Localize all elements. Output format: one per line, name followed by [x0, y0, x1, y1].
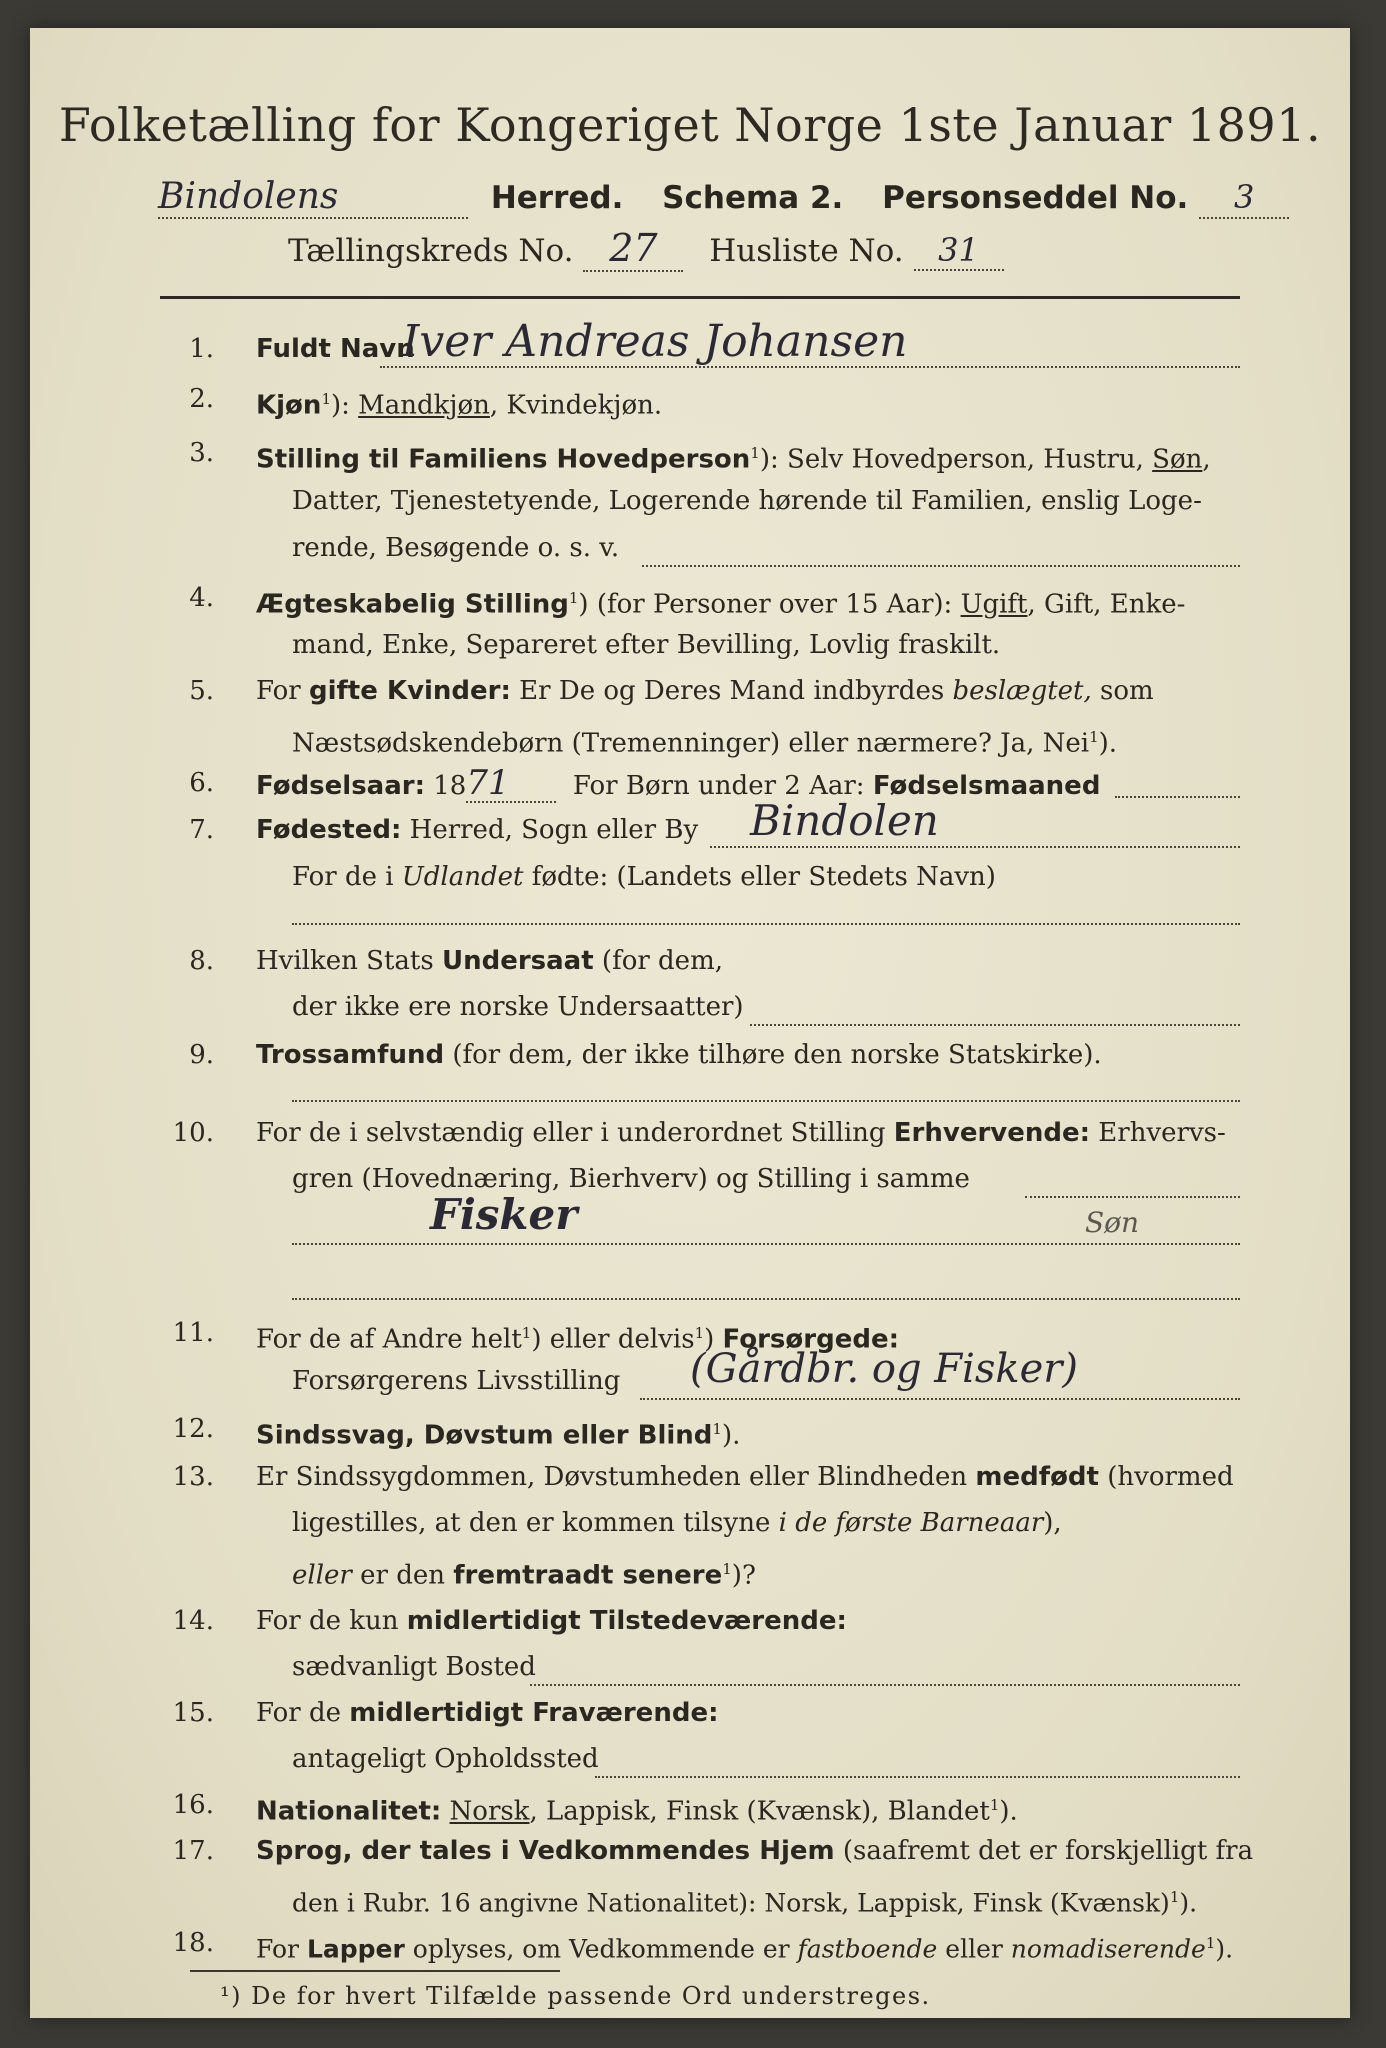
q8-label: Undersaat: [441, 946, 594, 976]
q11-line1a: For de af Andre helt: [256, 1324, 522, 1355]
q11-line2: Forsørgerens Livsstilling: [292, 1366, 621, 1396]
q6-prefix: 18: [433, 771, 467, 801]
q6-value: 71: [466, 763, 510, 803]
q4-text: Ægteskabelig Stilling$^1$) (for Personer over 15 Aar): Ugift, Gift, Enke-: [256, 589, 1186, 620]
q11-value: Gårdbr. og Fisker: [705, 1346, 1063, 1392]
header-line-1: [158, 176, 1289, 219]
q2-option-male: Mandkjøn: [358, 390, 490, 421]
q15-text: [256, 1698, 1250, 1728]
q9-dotline: [292, 1100, 1240, 1102]
q5-som: som: [1100, 676, 1154, 706]
q7-number: 7.: [189, 815, 214, 845]
q7-line2: [292, 862, 1250, 892]
q11-label: Forsørgede:: [722, 1324, 899, 1355]
q3-son: Søn: [1152, 444, 1203, 475]
q1-number: 1.: [189, 334, 214, 364]
q15-number: 15.: [172, 1698, 214, 1728]
footnote: ¹) De for hvert Tilfælde passende Ord understreges.: [220, 1982, 931, 2010]
census-form: [30, 28, 1350, 2018]
personseddel-value: 3: [1233, 178, 1255, 216]
q2-text: Kjøn$^1$): Mandkjøn, Kvindekjøn.: [256, 390, 663, 421]
herred-value: Bindolens: [158, 176, 339, 217]
q13-line1a: Er Sindssygdommen, Døvstumheden eller Blindheden: [256, 1462, 968, 1492]
q4-label: Ægteskabelig Stilling: [256, 589, 569, 620]
q7-label: Fødested:: [256, 815, 402, 845]
q15-line2: antageligt Opholdssted: [292, 1744, 599, 1774]
q17-line2-wrap: den i Rubr. 16 angivne Nationalitet): Norsk, Lappisk, Finsk (Kvænsk)$^1$).: [292, 1888, 1198, 1918]
q13-eller: eller: [292, 1560, 352, 1591]
q18-number: 18.: [172, 1928, 214, 1958]
q17-label: Sprog, der tales i Vedkommendes Hjem: [256, 1836, 835, 1866]
q10-line2: gren (Hovednæring, Bierhverv) og Stilling i samme: [292, 1164, 970, 1194]
q6-number: 6.: [189, 768, 214, 798]
q5-number: 5.: [189, 676, 214, 706]
q3-number: 3.: [189, 438, 214, 468]
q13-line2: ligestilles, at den er kommen tilsyne i de første Barneaar),: [292, 1508, 1062, 1538]
q4-sup: 1: [568, 589, 579, 607]
q11-dotline: [640, 1398, 1240, 1400]
q12-sup: 1: [712, 1420, 722, 1438]
q9-number: 9.: [189, 1040, 214, 1070]
q8-number: 8.: [189, 946, 214, 976]
q10-value-2: Søn: [1085, 1206, 1140, 1239]
q10-dotline-2: [292, 1243, 1240, 1245]
q17-line1: (saafremt det er forskjelligt fra: [842, 1836, 1254, 1866]
q11-line1b: eller delvis: [549, 1324, 695, 1355]
q16-sup: 1: [989, 1796, 1000, 1814]
herred-label: Herred.: [490, 180, 624, 216]
q16-rest: , Lappisk, Finsk (Kvænsk), Blandet: [529, 1796, 990, 1827]
q5-line1b: Er De og Deres Mand indbyrdes: [519, 676, 945, 706]
q16-text: Nationalitet: Norsk, Lappisk, Finsk (Kvænsk), Blandet$^1$).: [256, 1796, 1018, 1827]
q10-label: Erhvervende:: [893, 1118, 1091, 1148]
q18-sup: 1: [1205, 1934, 1216, 1952]
q10-value: Fisker: [430, 1190, 578, 1239]
q4-line1a: (for Personer over 15 Aar):: [596, 589, 953, 620]
q10-line1a: For de i selvstændig eller i underordnet Stilling: [256, 1118, 886, 1148]
q7-line2b: fødte: (Landets eller Stedets Navn): [531, 862, 996, 892]
q8-line1b: (for dem,: [601, 946, 723, 976]
q4-ugift: Ugift: [960, 589, 1028, 620]
q18-line1b: oplyses, om Vedkommende er: [412, 1934, 790, 1964]
schema-label: Schema 2.: [662, 180, 844, 216]
q14-line2: sædvanligt Bosted: [292, 1652, 536, 1682]
header-line-2: [288, 226, 1004, 272]
q1-label: Fuldt Navn: [256, 334, 415, 364]
q10-dotline-3: [292, 1298, 1240, 1300]
q3-line3: rende, Besøgende o. s. v.: [292, 533, 620, 563]
q8-line2: der ikke ere norske Undersaatter): [292, 992, 744, 1022]
q5-label: gifte Kvinder:: [308, 676, 511, 706]
form-title: Folketælling for Kongeriget Norge 1ste Januar 1891.: [58, 98, 1322, 152]
q6-label: Fødselsaar:: [256, 771, 425, 801]
header-rule: [160, 296, 1240, 299]
q7-dotline: [710, 846, 1240, 848]
q12-label: Sindssvag, Døvstum eller Blind: [256, 1420, 713, 1451]
kreds-label: Tællingskreds No.: [288, 233, 574, 269]
q13-line3b: er den: [360, 1560, 445, 1591]
q3-label: Stilling til Familiens Hovedperson: [256, 444, 751, 475]
q18-nomadiserende: nomadiserende: [1010, 1934, 1206, 1964]
kreds-field: [583, 226, 683, 272]
q2-option-female: Kvindekjøn.: [506, 390, 663, 421]
q7-line1: Herred, Sogn eller By: [409, 815, 699, 845]
q1-value: Iver Andreas Johansen: [402, 316, 908, 367]
q16-label: Nationalitet:: [256, 1796, 442, 1827]
q2-number: 2.: [189, 384, 214, 414]
q11-value-wrap: (Gårdbr. og Fisker): [690, 1346, 1079, 1392]
q13-fremtraadt: fremtraadt senere: [453, 1560, 723, 1591]
q2-sup: 1: [321, 390, 331, 408]
q3-text: Stilling til Familiens Hovedperson$^1$): Selv Hovedperson, Hustru, Søn,: [256, 444, 1211, 475]
q13-sup: 1: [722, 1560, 732, 1578]
q6-field: [466, 763, 556, 803]
q14-label: midlertidigt Tilstedeværende:: [406, 1606, 847, 1636]
q15-label: midlertidigt Fraværende:: [349, 1698, 719, 1728]
husliste-field: [914, 231, 1004, 271]
q13-line3: eller er den fremtraadt senere$^1$)?: [292, 1560, 756, 1591]
personseddel-label: Personseddel No.: [882, 180, 1189, 216]
q18-for: For: [256, 1934, 299, 1964]
q2-label: Kjøn: [256, 390, 322, 421]
q13-medfodt: medfødt: [975, 1462, 1099, 1492]
q13-text: [256, 1462, 1250, 1492]
q5-sup: 1: [1089, 728, 1099, 746]
q3-line2: Datter, Tjenestetyende, Logerende hørende til Familien, enslig Loge-: [292, 486, 1202, 516]
husliste-value: 31: [938, 231, 979, 269]
q12-text: Sindssvag, Døvstum eller Blind$^1$).: [256, 1420, 741, 1451]
q5-for: For: [256, 676, 301, 706]
q17-sup: 1: [1169, 1888, 1180, 1906]
q18-eller: eller: [945, 1934, 1003, 1964]
q14-dotline: [530, 1684, 1240, 1686]
q11-sup-2: 1: [694, 1324, 705, 1342]
q9-label: Trossamfund: [256, 1040, 445, 1070]
q5-line2: Næstsødskendebørn (Tremenninger) eller nærmere? Ja, Nei: [292, 728, 1090, 759]
q7-dotline-2: [292, 923, 1240, 925]
q4-number: 4.: [189, 583, 214, 613]
q10-line1b: Erhvervs-: [1098, 1118, 1226, 1148]
q15-line1a: For de: [256, 1698, 341, 1728]
personseddel-field: [1199, 177, 1289, 219]
q11-text: For de af Andre helt$^1$) eller delvis$^1$) Forsørgede:: [256, 1324, 899, 1355]
q8-dotline: [750, 1024, 1240, 1026]
q3-sup: 1: [750, 444, 760, 462]
q10-number: 10.: [172, 1118, 214, 1148]
q6-maaned-label: Fødselsmaaned: [872, 771, 1101, 801]
q4-line1b: , Gift, Enke-: [1027, 589, 1186, 620]
q3-dotline: [642, 565, 1240, 567]
footnote-rule: [190, 1970, 560, 1972]
q7-line2a: For de i: [292, 862, 394, 892]
q4-line2: mand, Enke, Separeret efter Bevilling, Lovlig fraskilt.: [292, 630, 1001, 660]
q7-value: Bindolen: [750, 796, 939, 845]
q6-born-label: For Børn under 2 Aar:: [572, 771, 865, 801]
q17-number: 17.: [172, 1836, 214, 1866]
q14-number: 14.: [172, 1606, 214, 1636]
q8-text: [256, 946, 1250, 976]
q18-label: Lapper: [306, 1934, 405, 1964]
q17-text: [256, 1836, 1254, 1866]
q5-beslaegtet: beslægtet,: [952, 676, 1092, 706]
q7-udlandet: Udlandet: [401, 862, 524, 892]
q10-dotline-1: [1025, 1196, 1240, 1198]
q5-line2-wrap: Næstsødskendebørn (Tremenninger) eller nærmere? Ja, Nei$^1$).: [292, 728, 1118, 759]
q11-number: 11.: [172, 1318, 214, 1348]
q15-dotline: [595, 1776, 1240, 1778]
q13-number: 13.: [172, 1462, 214, 1492]
q17-line2: den i Rubr. 16 angivne Nationalitet): Norsk, Lappisk, Finsk (Kvænsk): [292, 1888, 1170, 1918]
q14-line1a: For de kun: [256, 1606, 399, 1636]
husliste-label: Husliste No.: [709, 233, 904, 269]
q12-number: 12.: [172, 1414, 214, 1444]
q13-line2a: ligestilles, at den er kommen tilsyne: [292, 1508, 771, 1538]
herred-field: [158, 176, 468, 219]
q11-sup-1: 1: [521, 1324, 532, 1342]
q10-text: [256, 1118, 1250, 1148]
q3-line1: Selv Hovedperson, Hustru,: [787, 444, 1144, 475]
q18-fastboende: fastboende: [797, 1934, 938, 1964]
q5-text: [256, 676, 1250, 706]
q8-line1a: Hvilken Stats: [256, 946, 434, 976]
q14-text: [256, 1606, 1250, 1636]
q16-number: 16.: [172, 1790, 214, 1820]
q9-text: [256, 1040, 1250, 1070]
q13-line2b: i de første Barneaar: [778, 1508, 1044, 1538]
q13-line1b: (hvormed: [1107, 1462, 1234, 1492]
q9-line1: (for dem, der ikke tilhøre den norske Statskirke).: [452, 1040, 1102, 1070]
q6-dotline: [1115, 796, 1240, 798]
q16-norsk: Norsk: [449, 1796, 530, 1827]
kreds-value: 27: [609, 226, 658, 270]
q18-text: For Lapper oplyses, om Vedkommende er fastboende eller nomadiserende$^1$).: [256, 1934, 1234, 1964]
